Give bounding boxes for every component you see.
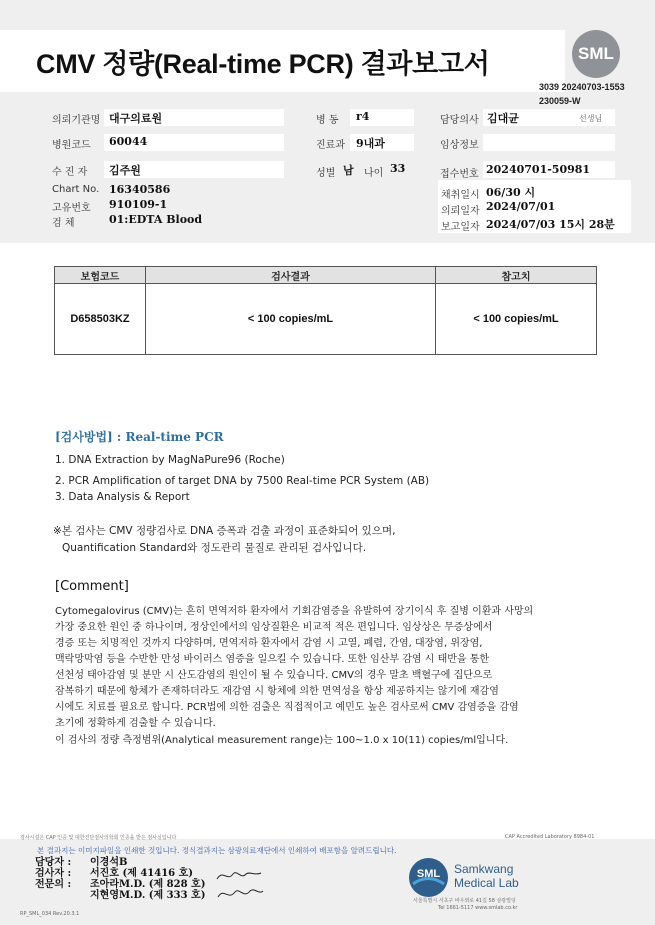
report-date-label: 보고일자 [441, 222, 480, 233]
receipt-value: 20240701-50981 [486, 163, 591, 176]
sex-label: 성별 [316, 168, 336, 179]
age-value: 33 [390, 162, 406, 175]
institution-value: 대구의료원 [109, 112, 163, 125]
signature-1 [217, 873, 261, 879]
doctor-label: 담당의사 [440, 115, 479, 126]
doc-number-2: 230059-W [539, 96, 581, 106]
request-label: 의뢰일자 [441, 206, 480, 217]
footer-logo-text: SML [416, 868, 441, 880]
fine-print-left: 검사시설은 CAP 인증 및 대한진단검사의학회 인증을 받은 검사실입니다 [20, 835, 177, 841]
request-value: 2024/07/01 [486, 200, 556, 213]
comment-line-9: 이 검사의 정량 측정범위(Analytical measurement range)는 100~1.0 x 10(11) copies/ml입니다. [55, 735, 509, 746]
clinical-label: 임상정보 [440, 140, 479, 151]
footer-notice: 본 결과지는 이미지파일을 인쇄한 것입니다. 정식결과지는 삼광의료재단에서 인쇄하여 배포함을 알려드립니다. [37, 846, 397, 855]
comment-line-1: Cytomegalovirus (CMV)는 흔히 면역저하 환자에서 기회감염증을 유발하여 장기이식 후 질병 이환과 사망의 [55, 606, 534, 617]
table-row [55, 284, 597, 355]
cell-insurance-code: D658503KZ [55, 284, 146, 355]
comment-line-7: 시에도 치료를 필요로 합니다. PCR법에 의한 검출은 직접적이고 예민도 높은 검사로써 CMV 감염증을 감염 [55, 702, 519, 713]
cell-reference: < 100 copies/mL [436, 284, 597, 355]
form-number: RP_SML_034 Rev.20.3.1 [20, 911, 80, 917]
chart-label: Chart No. [52, 184, 100, 195]
company-phone: Tel 1661-5117 www.smlab.co.kr [438, 905, 518, 911]
comment-line-5: 선천성 태아감염 및 분만 시 산도감염의 원인이 될 수 있습니다. CMV의 경우 말초 백혈구에 집단으로 [55, 670, 493, 681]
hospital-code-label: 병원코드 [52, 140, 91, 151]
company-name-2: Medical Lab [454, 876, 519, 890]
report-date-value: 2024/07/03 15시 28분 [486, 218, 615, 231]
doctor-value: 김대균 [487, 112, 519, 125]
method-title: [검사방법] : Real-time PCR [55, 430, 224, 444]
sex-value: 남 [343, 164, 354, 177]
doctor-suffix: 선생님 [579, 114, 603, 123]
staff-role-3: 전문의 : [35, 879, 72, 890]
col-insurance-code: 보험코드 [55, 267, 146, 284]
age-label: 나이 [364, 168, 384, 179]
clinical-box [483, 134, 615, 151]
id-value: 910109-1 [109, 198, 168, 211]
fine-print-right: CAP Accredited Laboratory 8984-01 [505, 834, 595, 840]
comment-line-4: 맥락망막염 등을 수반한 만성 바이러스 염증을 일으킬 수 있습니다. 또한 임산부 감염 시 태반을 통한 [55, 654, 490, 665]
specimen-value: 01:EDTA Blood [109, 213, 203, 226]
company-address: 서울특별시 서초구 바우뫼로 41길 58 삼광빌딩 [413, 898, 516, 904]
id-label: 고유번호 [52, 203, 91, 214]
dept-label: 진료과 [316, 140, 345, 151]
sml-footer-logo [408, 857, 449, 898]
method-note-2: Quantification Standard와 정도관리 물질로 관리된 검사입니다. [62, 542, 367, 554]
receipt-label: 접수번호 [440, 169, 479, 180]
col-result: 검사결과 [146, 267, 436, 284]
method-item-2: 2. PCR Amplification of target DNA by 7500 Real-time PCR System (AB) [55, 475, 430, 487]
sml-logo [572, 30, 620, 78]
method-item-1: 1. DNA Extraction by MagNaPure96 (Roche) [55, 454, 285, 466]
staff-role-1: 담당자 : [35, 857, 72, 868]
method-note-1: ※본 검사는 CMV 정량검사로 DNA 증폭과 검출 과정이 표준화되어 있으며, [53, 525, 396, 537]
signature-2 [218, 890, 263, 897]
collect-label: 채취일시 [441, 190, 480, 201]
collect-value: 06/30 시 [486, 186, 536, 199]
chart-value: 16340586 [109, 183, 171, 196]
patient-value: 김주원 [109, 164, 141, 177]
staff-name-1: 이경석B [90, 857, 128, 868]
cell-result: < 100 copies/mL [146, 284, 436, 355]
doc-number-1: 3039 20240703-1553 [539, 82, 625, 92]
patient-label: 수 진 자 [52, 167, 88, 178]
ward-value: r4 [356, 110, 370, 123]
method-item-3: 3. Data Analysis & Report [55, 491, 190, 503]
signature-images [215, 866, 265, 902]
dept-value: 9내과 [356, 137, 385, 150]
staff-role-2: 검사자 : [35, 868, 72, 879]
logo-text: SML [578, 44, 614, 63]
staff-name-4: 지현영M.D. (제 333 호) [90, 890, 206, 901]
comment-line-2: 가장 중요한 원인 중 하나이며, 정상인에서의 임상질환은 비교적 적은 편입니다. 임상상은 무증상에서 [55, 622, 493, 633]
hospital-code-value: 60044 [109, 135, 148, 148]
institution-label: 의뢰기관명 [52, 115, 101, 126]
comment-line-6: 잠복하기 때문에 항체가 존재하더라도 재감염 시 항체에 의한 면역성을 항상 제공하지는 않기에 재감염 [55, 686, 499, 697]
staff-name-2: 서진호 (제 41416 호) [90, 868, 193, 879]
table-header-row [55, 267, 597, 284]
comment-title: [Comment] [55, 579, 129, 594]
report-title: CMV 정량(Real-time PCR) 결과보고서 [36, 49, 490, 79]
col-reference: 참고치 [436, 267, 597, 284]
comment-line-3: 경증 또는 치명적인 것까지 다양하며, 면역저하 환자에서 감염 시 고열, 폐렴, 간염, 대장염, 위장염, [55, 638, 483, 649]
ward-label: 병 동 [316, 115, 339, 126]
company-name-1: Samkwang [454, 862, 514, 876]
staff-name-3: 조아라M.D. (제 828 호) [90, 879, 206, 890]
comment-line-8: 초기에 정확하게 검출할 수 있습니다. [55, 718, 216, 729]
results-table [54, 266, 597, 355]
specimen-label: 검 체 [52, 218, 75, 229]
